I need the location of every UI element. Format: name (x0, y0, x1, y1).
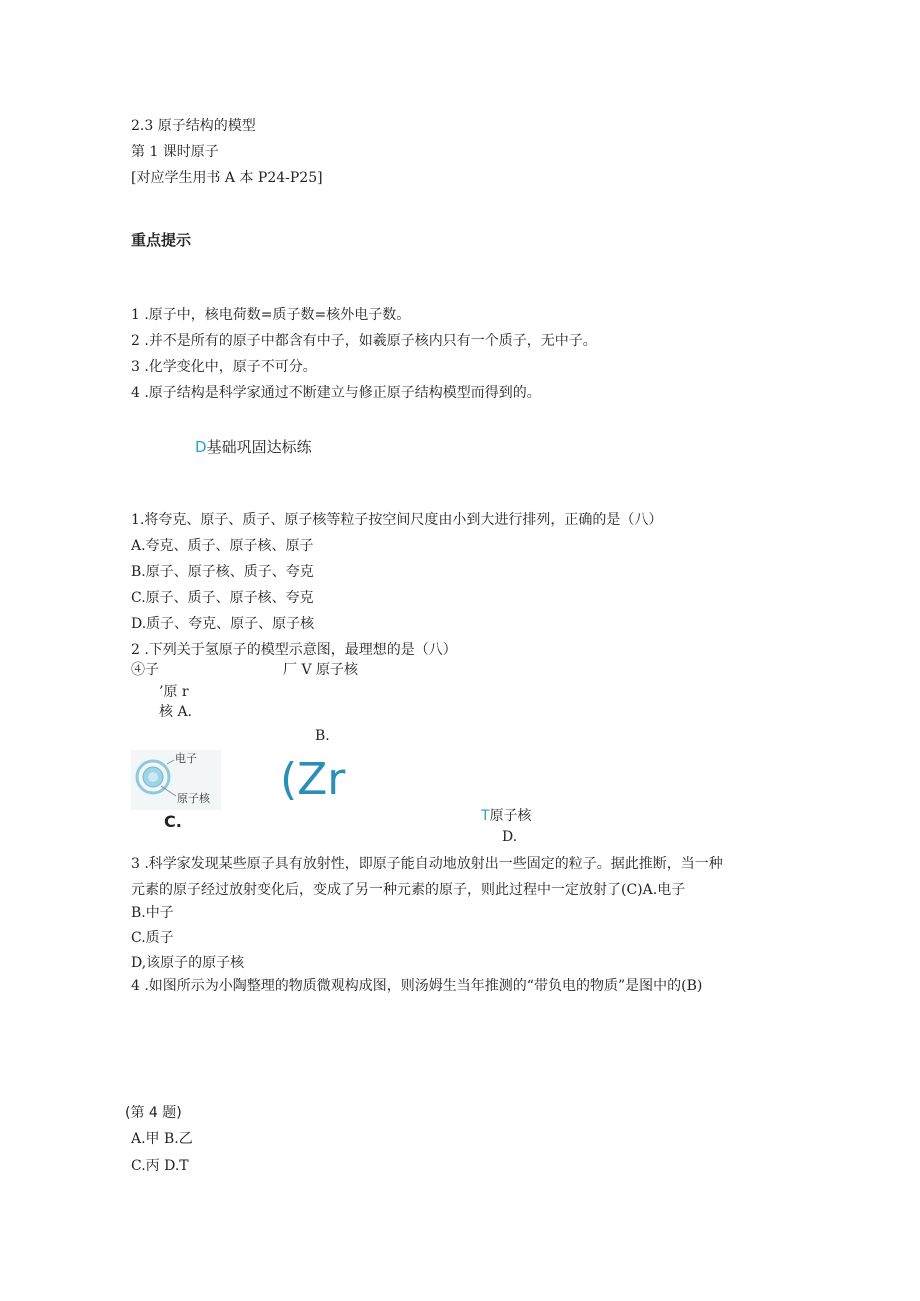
lesson-subheading: 第 1 课时原子 (131, 144, 219, 160)
book-reference: [对应学生用书 A 本 P24-P25] (131, 170, 323, 186)
atom-model-b-figure: (Zr (280, 754, 346, 805)
section-title (195, 438, 312, 456)
q4-stem: 4 .如图所示为小陶整理的物质微观构成图，则汤姆生当年推测的“带负电的物质”是图中的(B) (131, 978, 703, 994)
q2-a-line-3: 核 A. (159, 704, 193, 720)
q2-stem: 2 .下列关于氢原子的模型示意图，最理想的是（八） (131, 642, 457, 658)
q2-b-caption: 厂 V 原子核 (283, 662, 359, 678)
key-points-title: 重点提示 (131, 231, 192, 249)
q1-stem: 1.将夸克、原子、质子、原子核等粒子按空间尺度由小到大进行排列，正确的是（八） (131, 512, 663, 528)
section-marker: D (195, 438, 207, 456)
q2-a-line-2: ’原 r (159, 684, 189, 700)
q3-stem-line-1: 3 .科学家发现某些原子具有放射性，即原子能自动地放射出一些固定的粒子。据此推断，当一种 (131, 856, 723, 872)
lesson-heading: 2.3 原子结构的模型 (131, 118, 256, 134)
d-marker: T (481, 808, 490, 824)
q4-options-ab: A.甲 B.乙 (131, 1131, 193, 1147)
key-point-1: 1 .原子中，核电荷数=质子数=核外电子数。 (131, 307, 411, 323)
q1-option-b: B.原子、原子核、质子、夸克 (131, 564, 314, 580)
c-nucleus-label: 原子核 (177, 792, 210, 805)
q3-option-b: B.中子 (131, 905, 174, 921)
q3-option-d: D,该原子的原子核 (131, 955, 245, 971)
key-point-3: 3 .化学变化中，原子不可分。 (131, 359, 317, 375)
q2-a-line-1: ④子 (131, 662, 159, 678)
d-caption-text: 原子核 (489, 808, 532, 824)
q3-option-c: C.质子 (131, 930, 174, 946)
c-electron-label: 电子 (175, 752, 197, 765)
section-title-text: 基础巩固达标练 (206, 438, 312, 456)
key-point-4: 4 .原子结构是科学家通过不断建立与修正原子结构模型而得到的。 (131, 385, 541, 401)
q2-b-label: B. (315, 728, 330, 744)
q4-options-cd: C.丙 D.T (131, 1158, 189, 1174)
atom-model-c-figure (131, 750, 221, 810)
q2-c-label: C. (164, 812, 182, 831)
q2-d-label: D. (502, 829, 518, 845)
q1-option-c: C.原子、质子、原子核、夸克 (131, 590, 314, 606)
q3-stem-line-2: 元素的原子经过放射变化后，变成了另一种元素的原子，则此过程中一定放射了(C)A.电子 (131, 882, 686, 898)
q4-caption: (第 4 题) (125, 1105, 182, 1121)
key-point-2: 2 .并不是所有的原子中都含有中子，如羲原子核内只有一个质子，无中子。 (131, 333, 597, 349)
q2-d-caption (481, 807, 532, 825)
q1-option-d: D.质子、夸克、原子、原子核 (131, 616, 315, 632)
q1-option-a: A.夸克、质子、原子核、原子 (131, 538, 314, 554)
